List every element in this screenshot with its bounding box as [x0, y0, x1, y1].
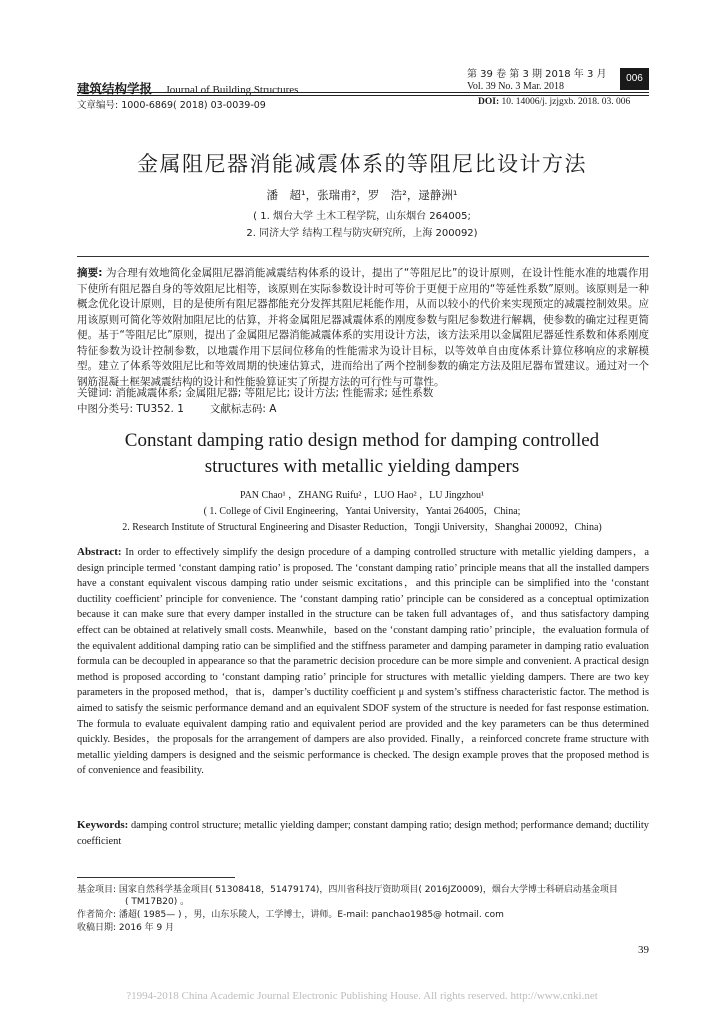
- authors-cn: 潘 超¹，张瑞甫²，罗 浩²，逯静洲¹: [266, 188, 458, 202]
- abstract-cn: [77, 266, 649, 390]
- journal-name-cn: 建筑结构学报: [77, 81, 153, 96]
- title-en: [0, 428, 724, 480]
- issue-info-cn: 第 39 卷 第 3 期 2018 年 3 月: [467, 69, 607, 80]
- affiliation-cn-1: ( 1. 烟台大学 土木工程学院，山东烟台 264005;: [253, 211, 471, 222]
- received-label: 收稿日期:: [77, 923, 117, 933]
- abstract-en-label: Abstract:: [77, 546, 122, 558]
- issue-info: [467, 69, 607, 93]
- header-rule-thin: [77, 95, 649, 96]
- issue-info-en: Vol. 39 No. 3 Mar. 2018: [467, 81, 565, 92]
- authors-en: PAN Chao¹ ，ZHANG Ruifu² ，LUO Hao² ，LU Jingzhou¹: [239, 490, 485, 501]
- title-divider: [77, 256, 649, 257]
- keywords-cn-text: 消能减震体系; 金属阻尼器; 等阻尼比; 设计方法; 性能需求; 延性系数: [115, 387, 434, 399]
- doi-value: 10. 14006/j. jzjgxb. 2018. 03. 006: [501, 97, 631, 107]
- abstract-cn-text: 为合理有效地简化金属阻尼器消能减震结构体系的设计，提出了“等阻尼比”的设计原则，在设计性能水准的地震作用下使所有阻尼器自身的等效阻尼比相等，该原则在实际参数设计时可等价于更便于应用的“等延性系数”原则。该原则是一种概念优化设计原则，目的是使所有阻尼器都能充分发挥其阻尼耗能作用，从而以较小的代价来实现预定的减震控制效果。应用该原则可简化等效附加阻尼比的估算，并将金属阻尼器减震体系的刚度参数与阻尼参数进行解耦，使参数的确定过程更简便。基于“等阻尼比”原则，提出了金属阻尼器消能减震体系的实用设计方法，该方法采用以金属阻尼器延性系数和体系刚度特征参数为设计控制参数，以地震作用下层间位移角的性能需求为设计目标，以等效单自由度体系计算位移响应的求解模型。建立了体系等效阻尼比和等效周期的快速估算式，进而给出了两个控制参数的确定方法及阻尼器布置建议。通过对一个钢筋混凝土框架减震结构的设计和性能验算证实了所提方法的可行性与可靠性。: [77, 267, 649, 388]
- journal-name-en: Journal of Building Structures: [165, 84, 299, 96]
- affiliation-en-1: ( 1. College of Civil Engineering，Yantai University，Yantai 264005，China;: [203, 506, 521, 517]
- keywords-cn-label: 关键词:: [77, 387, 113, 399]
- affiliation-en-2: 2. Research Institute of Structural Engineering and Disaster Reduction，Tongji University，Shanghai 200092，China): [122, 522, 602, 533]
- doi-label: DOI:: [478, 97, 500, 107]
- clc-value: TU352. 1: [136, 403, 184, 415]
- keywords-en: [77, 818, 649, 849]
- funding-text-cont: ( TM17B20) 。: [125, 897, 190, 907]
- keywords-cn: [77, 386, 649, 401]
- title-cn: 金属阻尼器消能减震体系的等阻尼比设计方法: [137, 152, 587, 176]
- abstract-en-text: In order to effectively simplify the design procedure of a damping controlled structure with metallic yielding dampers，a design principle termed ‘constant damping ratio’ is proposed. The ‘constant damping ratio’ principle means that all the installed dampers have a constant equivalent viscous damping ratio under seismic excitations，and this principle can be simplified into the ‘constant ductility coefficient’ principle for convenience. The ‘constant damping ratio’ principle can be considered as a conceptual optimization because it can make sure that every damper installed in the structure can be taken full advantages of，and thus satisfactory damping effect can be obtained at relatively small costs. Meanwhile，based on the ‘constant damping ratio’ principle，the evaluation formula of the equivalent additional damping ratio can be simplified and the stiffness parameter and damping parameter in damping ratio evaluation formula can be decoupled in appearance so that the parametric decision procedure can be more simple and convenient. A practical design method is proposed according to ‘constant damping ratio’ principle for structures with metallic yielding dampers. There are two key parameters in the proposed method，that is，damper’s ductility coefficient μ and system’s stiffness characteristic factor. The method is aimed to satisfy the seismic performance demand and an equivalent SDOF system of the structure is needed for fast response estimation. The formula to evaluate equivalent damping ratio and equivalent period are provided and the key parameters can be thus determined quickly. Besides，the proposals for the arrangement of dampers are also provided. Finally，a reinforced concrete frame structure with metallic yielding dampers is designed and the seismic performance is checked. The design example proves that the proposed method is of convenience and feasibility.: [77, 547, 649, 777]
- title-en-line2: structures with metallic yielding dampers: [204, 456, 520, 477]
- doi: [478, 97, 630, 107]
- author-bio-text: 潘超( 1985— ) ，男，山东乐陵人，工学博士，讲师。E-mail: panchao1985@ hotmail. com: [118, 910, 504, 920]
- footnote-author: [77, 909, 649, 921]
- author-bio-label: 作者简介:: [77, 910, 117, 920]
- footnote-received: [77, 922, 649, 934]
- footnote-funding: [77, 884, 649, 908]
- classification: [77, 402, 649, 417]
- page-number: 39: [638, 944, 649, 956]
- affiliation-cn-2: 2. 同济大学 结构工程与防灾研究所，上海 200092): [246, 228, 478, 239]
- header-rule: [77, 92, 649, 93]
- title-en-line1: Constant damping ratio design method for damping controlled: [124, 430, 600, 451]
- abstract-cn-label: 摘要:: [77, 267, 103, 279]
- doc-code-label: 文献标志码:: [209, 403, 266, 415]
- keywords-en-text: damping control structure; metallic yielding damper; constant damping ratio; design method; performance demand; ductility coefficient: [77, 820, 649, 847]
- abstract-en: [77, 545, 649, 779]
- doc-code-value: A: [269, 403, 277, 415]
- funding-text: 国家自然科学基金项目( 51308418，51479174)，四川省科技厅资助项目( 2016JZ0009)，烟台大学博士科研启动基金项目: [118, 885, 618, 895]
- received-date: 2016 年 9 月: [118, 923, 175, 933]
- page-code-box: 006: [620, 68, 649, 90]
- keywords-en-label: Keywords:: [77, 819, 129, 831]
- cnki-footer: ?1994-2018 China Academic Journal Electronic Publishing House. All rights reserved. http://www.cnki.net: [126, 990, 598, 1002]
- clc-label: 中图分类号:: [77, 403, 134, 415]
- footnote-divider: [77, 877, 235, 878]
- funding-label: 基金项目:: [77, 885, 117, 895]
- article-number: 文章编号: 1000-6869( 2018) 03-0039-09: [77, 100, 266, 111]
